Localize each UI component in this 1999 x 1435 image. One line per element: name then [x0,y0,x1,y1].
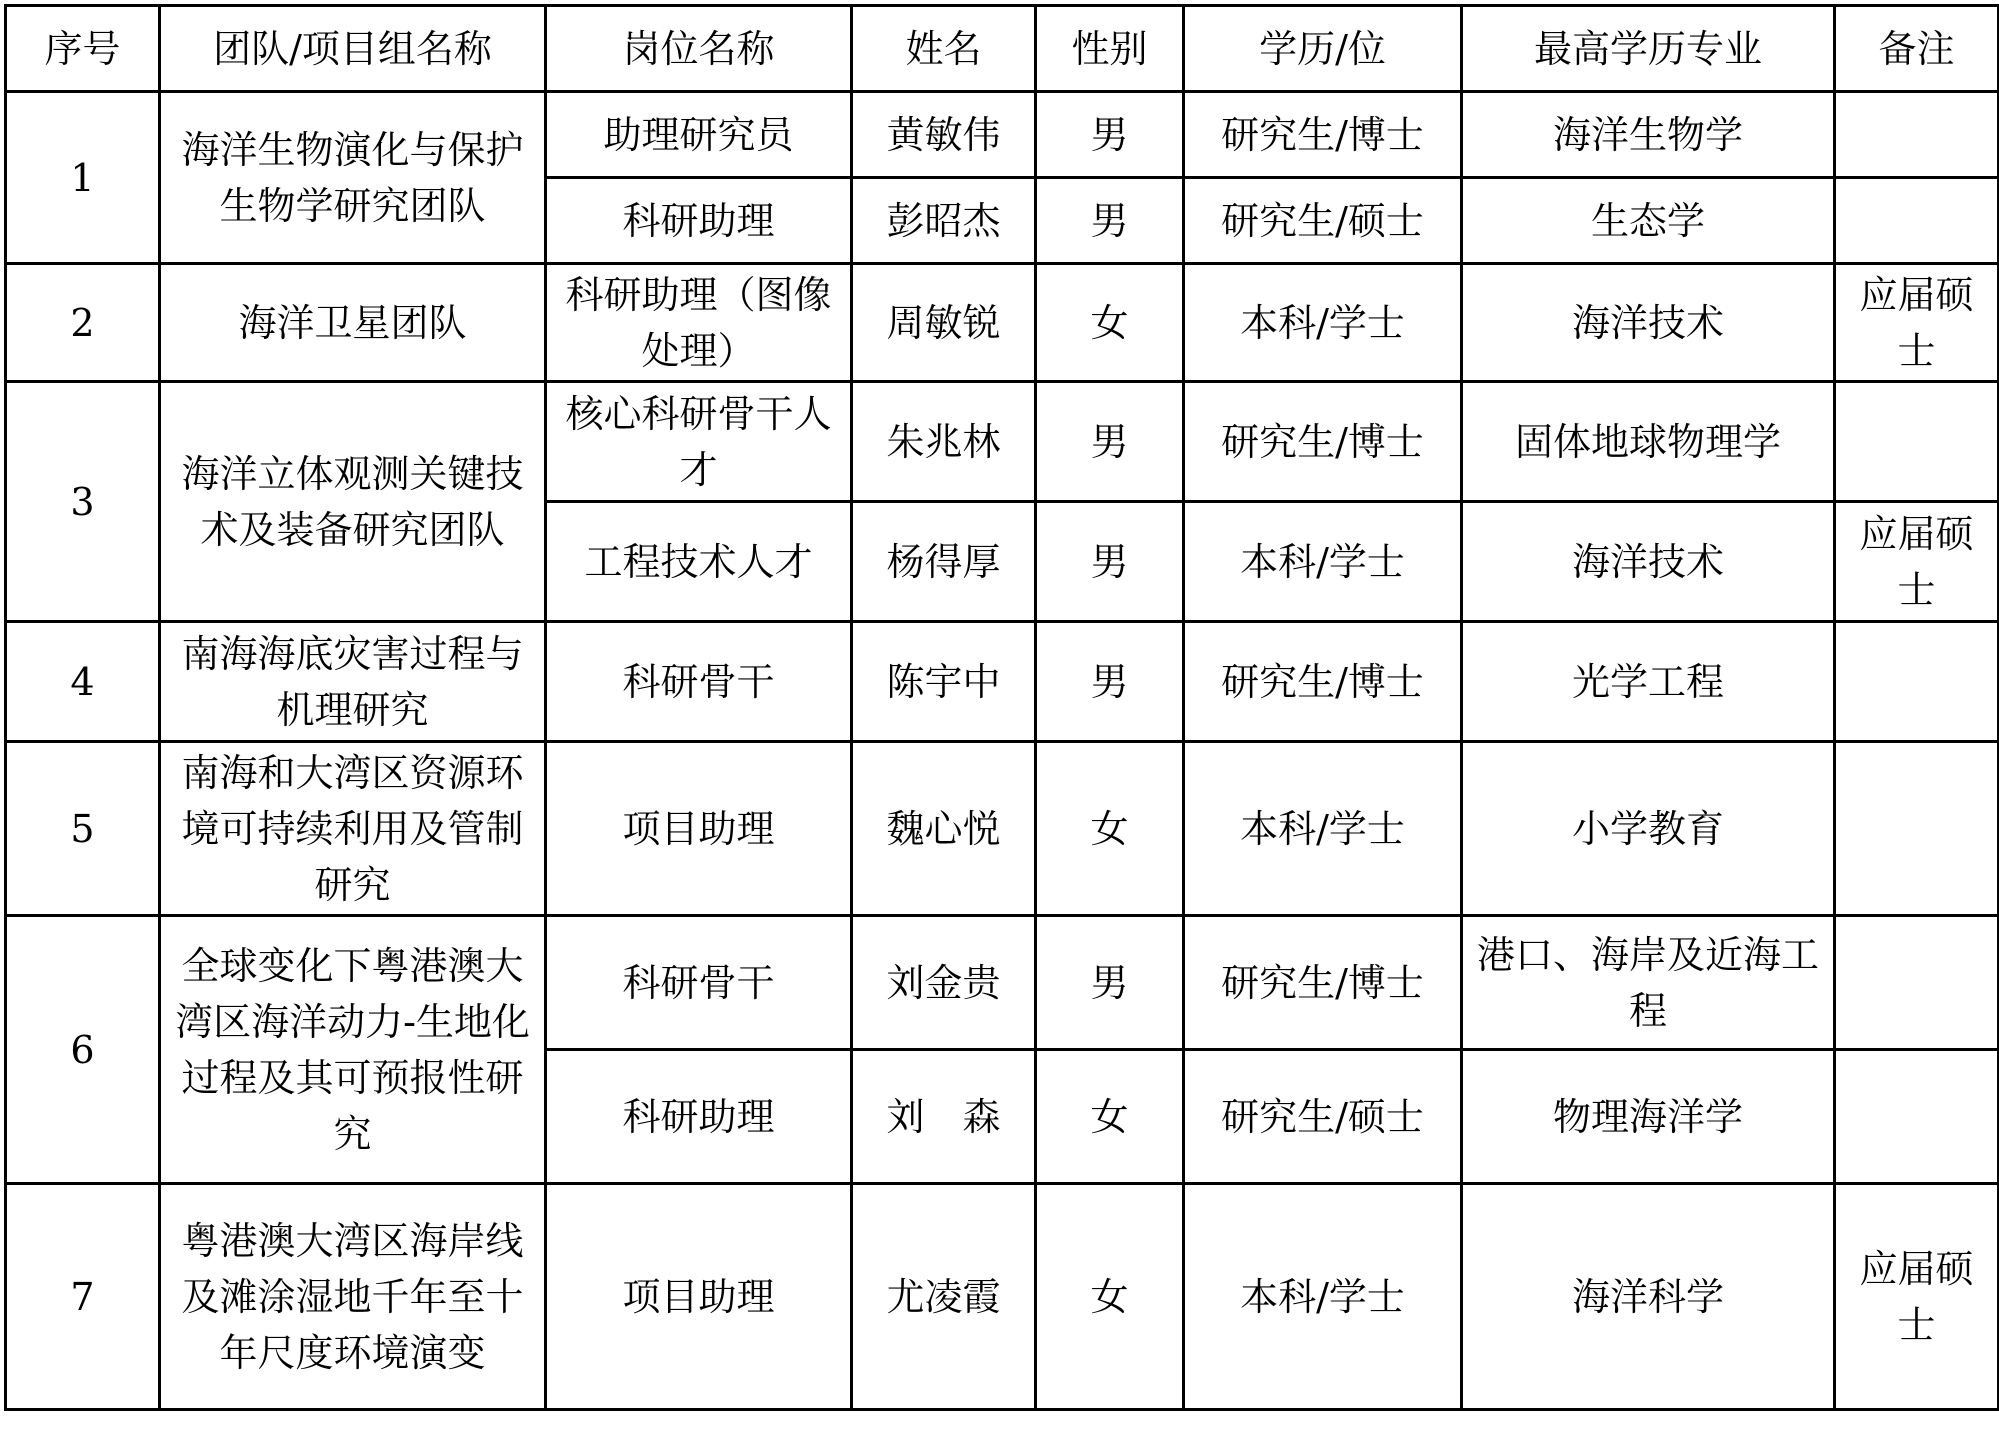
major-cell: 光学工程 [1462,622,1835,742]
gender-cell: 女 [1036,1184,1184,1410]
group-number: 1 [6,92,160,264]
table-row [6,622,1999,742]
table-row [6,742,1999,916]
team-name: 海洋生物演化与保护生物学研究团队 [160,92,546,264]
team-name: 粤港澳大湾区海岸线及滩涂湿地千年至十年尺度环境演变 [160,1184,546,1410]
team-name: 南海海底灾害过程与机理研究 [160,622,546,742]
post-cell: 科研助理（图像处理） [546,264,852,382]
post-cell: 核心科研骨干人才 [546,382,852,502]
degree-cell: 研究生/硕士 [1184,1050,1462,1184]
team-name: 海洋立体观测关键技术及装备研究团队 [160,382,546,622]
post-cell: 科研助理 [546,178,852,264]
post-cell: 项目助理 [546,1184,852,1410]
group-number: 4 [6,622,160,742]
major-cell: 港口、海岸及近海工程 [1462,916,1835,1050]
note-cell [1835,916,1999,1050]
major-cell: 小学教育 [1462,742,1835,916]
note-cell [1835,1050,1999,1184]
major-cell: 海洋技术 [1462,264,1835,382]
major-cell: 海洋生物学 [1462,92,1835,178]
gender-cell: 男 [1036,92,1184,178]
name-cell: 刘 森 [852,1050,1036,1184]
gender-cell: 男 [1036,502,1184,622]
gender-cell: 女 [1036,1050,1184,1184]
note-cell [1835,178,1999,264]
post-cell: 助理研究员 [546,92,852,178]
gender-cell: 男 [1036,178,1184,264]
group-number: 3 [6,382,160,622]
table-row [6,1184,1999,1410]
post-cell: 工程技术人才 [546,502,852,622]
degree-cell: 本科/学士 [1184,264,1462,382]
note-cell [1835,742,1999,916]
name-cell: 彭昭杰 [852,178,1036,264]
post-cell: 项目助理 [546,742,852,916]
name-cell: 魏心悦 [852,742,1036,916]
header-note: 备注 [1835,6,1999,92]
table-container [4,4,1999,1411]
major-cell: 海洋技术 [1462,502,1835,622]
name-cell: 陈宇中 [852,622,1036,742]
group-number: 7 [6,1184,160,1410]
header-post: 岗位名称 [546,6,852,92]
note-cell [1835,382,1999,502]
header-team: 团队/项目组名称 [160,6,546,92]
header-degree: 学历/位 [1184,6,1462,92]
degree-cell: 本科/学士 [1184,1184,1462,1410]
note-cell [1835,92,1999,178]
staff-table [4,4,1999,1411]
note-cell: 应届硕士 [1835,502,1999,622]
degree-cell: 研究生/硕士 [1184,178,1462,264]
name-cell: 刘金贵 [852,916,1036,1050]
team-name: 南海和大湾区资源环境可持续利用及管制研究 [160,742,546,916]
header-major: 最高学历专业 [1462,6,1835,92]
header-row [6,6,1999,92]
team-name: 海洋卫星团队 [160,264,546,382]
post-cell: 科研骨干 [546,622,852,742]
header-no: 序号 [6,6,160,92]
header-gender: 性别 [1036,6,1184,92]
table-row [6,264,1999,382]
group-number: 6 [6,916,160,1184]
name-cell: 周敏锐 [852,264,1036,382]
table-row [6,92,1999,178]
major-cell: 生态学 [1462,178,1835,264]
post-cell: 科研助理 [546,1050,852,1184]
major-cell: 物理海洋学 [1462,1050,1835,1184]
gender-cell: 男 [1036,916,1184,1050]
note-cell [1835,622,1999,742]
gender-cell: 男 [1036,622,1184,742]
team-name: 全球变化下粤港澳大湾区海洋动力-生地化过程及其可预报性研究 [160,916,546,1184]
header-name: 姓名 [852,6,1036,92]
degree-cell: 研究生/博士 [1184,382,1462,502]
degree-cell: 本科/学士 [1184,502,1462,622]
major-cell: 海洋科学 [1462,1184,1835,1410]
gender-cell: 男 [1036,382,1184,502]
table-row [6,916,1999,1050]
name-cell: 杨得厚 [852,502,1036,622]
table-row [6,382,1999,502]
group-number: 2 [6,264,160,382]
degree-cell: 研究生/博士 [1184,916,1462,1050]
major-cell: 固体地球物理学 [1462,382,1835,502]
name-cell: 尤凌霞 [852,1184,1036,1410]
gender-cell: 女 [1036,264,1184,382]
gender-cell: 女 [1036,742,1184,916]
name-cell: 黄敏伟 [852,92,1036,178]
name-cell: 朱兆林 [852,382,1036,502]
degree-cell: 研究生/博士 [1184,622,1462,742]
post-cell: 科研骨干 [546,916,852,1050]
group-number: 5 [6,742,160,916]
degree-cell: 本科/学士 [1184,742,1462,916]
note-cell: 应届硕士 [1835,264,1999,382]
note-cell: 应届硕士 [1835,1184,1999,1410]
degree-cell: 研究生/博士 [1184,92,1462,178]
